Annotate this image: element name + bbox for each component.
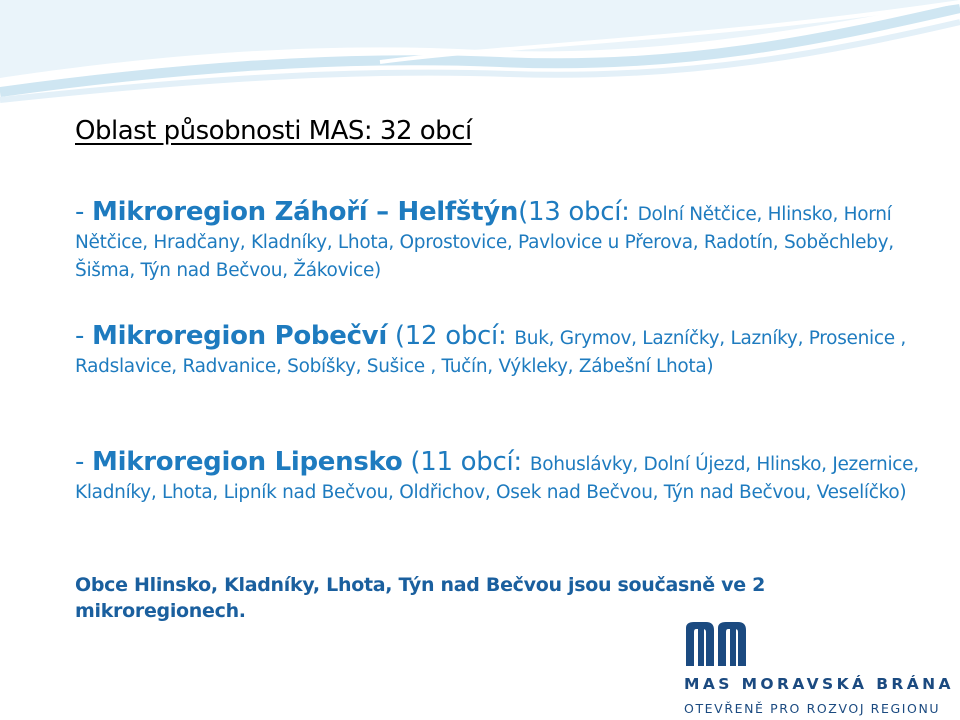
region-municipality-list: Bohuslávky, Dolní Újezd, Hlinsko, Jezernice, Kladníky, Lhota, Lipník nad Bečvou, Oldřichov, Osek nad Bečvou, Týn nad Bečvou, Veselíčko) bbox=[75, 454, 919, 503]
region-name: Mikroregion Pobečví bbox=[92, 321, 387, 351]
region-municipality-list: Dolní Nětčice, Hlinsko, Horní Nětčice, Hradčany, Kladníky, Lhota, Oprostovice, Pavlovice u Přerova, Radotín, Soběchleby, Šišma, Týn nad Bečvou, Žákovice) bbox=[75, 204, 894, 281]
region-dash: - bbox=[75, 321, 93, 351]
region-lipensko bbox=[75, 448, 935, 507]
region-municipality-list: Buk, Grymov, Lazníčky, Lazníky, Prosenice , Radslavice, Radvanice, Sobíšky, Sušice , Tučín, Výkleky, Zábešní Lhota) bbox=[75, 328, 906, 377]
region-dash: - bbox=[75, 197, 93, 227]
region-dash: - bbox=[75, 447, 93, 477]
region-count: (11 obcí: bbox=[402, 447, 530, 477]
region-pobecvi bbox=[75, 322, 935, 381]
region-name: Mikroregion Lipensko bbox=[92, 447, 403, 477]
region-count: (12 obcí: bbox=[386, 321, 515, 351]
region-count: (13 obcí: bbox=[518, 197, 638, 227]
logo-tagline: OTEVŘENĚ PRO ROZVOJ REGIONU bbox=[684, 701, 941, 716]
mas-logo bbox=[668, 608, 960, 720]
header-wave-decoration bbox=[0, 0, 960, 130]
region-name: Mikroregion Záhoří – Helfštýn bbox=[92, 197, 519, 227]
overlap-note: Obce Hlinsko, Kladníky, Lhota, Týn nad Bečvou jsou současně ve 2 mikroregionech. bbox=[75, 574, 766, 622]
logo-name: MAS MORAVSKÁ BRÁNA bbox=[684, 675, 954, 693]
page-title: Oblast působnosti MAS: 32 obcí bbox=[75, 116, 472, 146]
mm-logo-icon bbox=[684, 620, 750, 666]
region-zahori-helfstyn bbox=[75, 198, 935, 285]
